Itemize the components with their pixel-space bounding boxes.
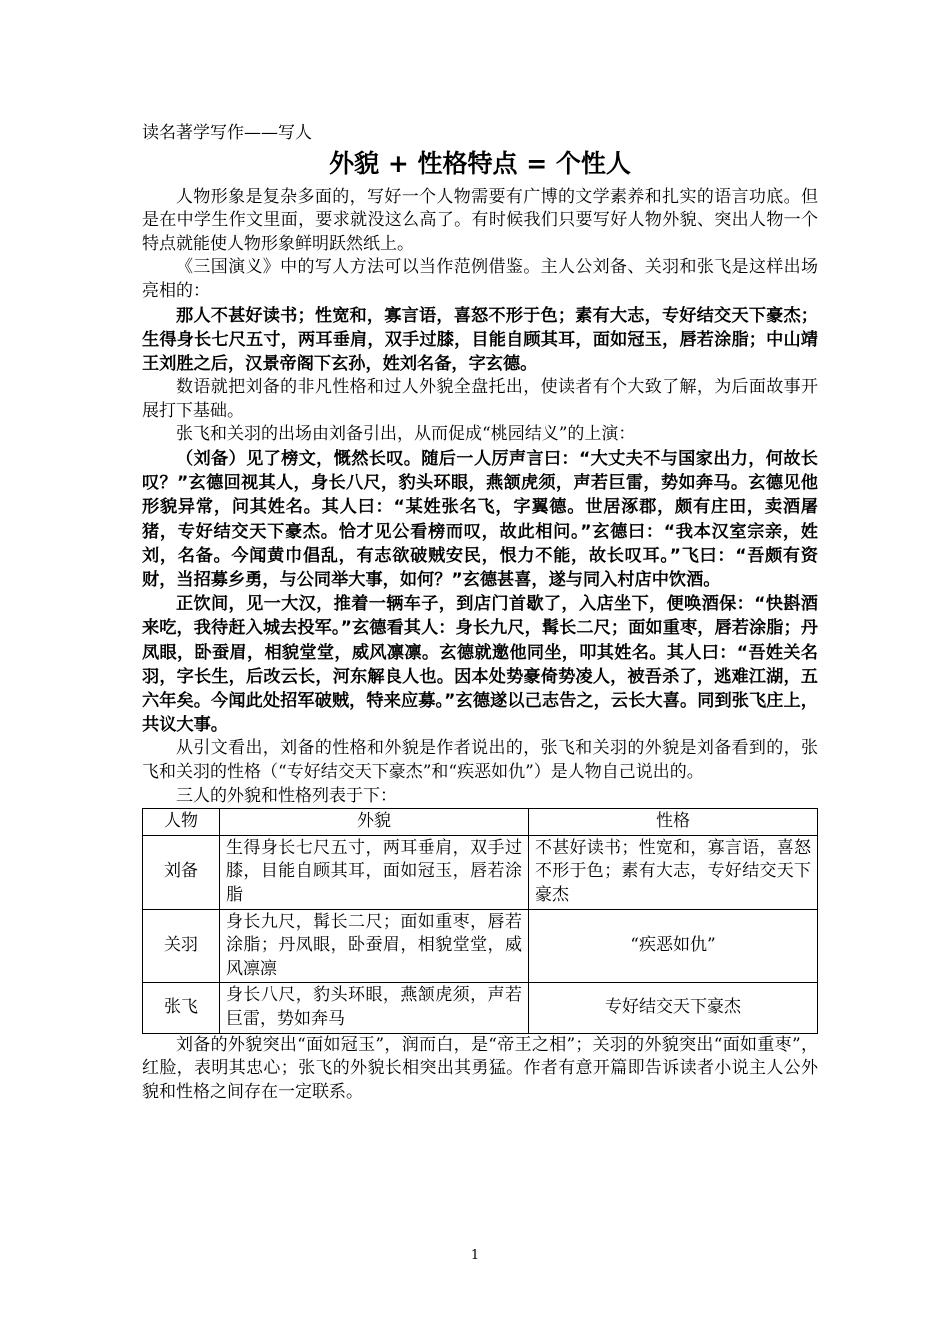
document-body [142,122,818,1104]
character-table [142,808,818,1033]
cell-person: 刘备 [143,835,220,909]
comparison-paragraph: 从引文看出，刘备的性格和外貌是作者说出的，张飞和关羽的外貌是刘备看到的，张飞和关羽的性格（“专好结交天下豪杰”和“疾恶如仇”）是人物自己说出的。 [142,738,818,782]
cell-appearance: 生得身长七尺五寸，两耳垂肩，双手过膝，目能自顾其耳，面如冠玉，唇若涂脂 [220,835,529,909]
cell-person: 张飞 [143,983,220,1033]
transition-paragraph: 张飞和关羽的出场由刘备引出，从而促成“桃园结义”的上演： [176,424,636,445]
quote-liubei: 那人不甚好读书；性宽和，寡言语，喜怒不形于色；素有大志，专好结交天下豪杰；生得身长七尺五寸，两耳垂肩，双手过膝，目能自顾其耳，面如冠玉，唇若涂脂；中山靖王刘胜之后，汉景帝阁下玄孙，姓刘名备，字玄德。 [142,305,818,374]
table-row [143,909,818,983]
header-person: 人物 [143,809,220,836]
page-title: 外貌 + 性格特点 = 个性人 [329,148,631,178]
analysis-paragraph: 数语就把刘备的非凡性格和过人外貌全盘托出，使读者有个大致了解，为后面故事开展打下基础。 [142,377,818,421]
quote-guanyu: 正饮间，见一大汉，推着一辆车子，到店门首歇了，入店坐下，便唤酒保：“快斟酒来吃，我待赶入城去投军。”玄德看其人：身长九尺，髯长二尺；面如重枣，唇若涂脂；丹凤眼，卧蚕眉，相貌堂堂，威风凛凛。玄德就邀他同坐，叩其姓名。其人曰：“吾姓关名羽，字长生，后改云长，河东解良人也。因本处势豪倚势凌人，被吾杀了，逃难江湖，五六年矣。今闻此处招军破贼，特来应募。”玄德遂以己志告之，云长大喜。同到张飞庄上，共议大事。 [142,594,818,736]
conclusion-paragraph: 刘备的外貌突出“面如冠玉”，润而白，是“帝王之相”；关羽的外貌突出“面如重枣”，红脸，表明其忠心；张飞的外貌长相突出其勇猛。作者有意开篇即告诉读者小说主人公外貌和性格之间存在一定联系。 [142,1034,818,1102]
intro-paragraph: 人物形象是复杂多面的，写好一个人物需要有广博的文学素养和扎实的语言功底。但是在中学生作文里面，要求就没这么高了。有时候我们只要写好人物外貌、突出人物一个特点就能使人物形象鲜明跃然纸上。 [142,186,818,254]
cell-appearance: 身长八尺，豹头环眼，燕颔虎须，声若巨雷，势如奔马 [220,983,529,1033]
section-heading: 读名著学写作——写人 [142,123,312,143]
example-intro-paragraph: 《三国演义》中的写人方法可以当作范例借鉴。主人公刘备、关羽和张飞是这样出场亮相的： [142,257,818,301]
table-header-row [143,809,818,836]
header-appearance: 外貌 [220,809,529,836]
table-caption: 三人的外貌和性格列表于下： [176,785,397,806]
page-number: 1 [470,1248,480,1263]
table-row [143,983,818,1033]
cell-personality: “疾恶如仇” [529,909,818,983]
cell-person: 关羽 [143,909,220,983]
cell-appearance: 身长九尺，髯长二尺；面如重枣，唇若涂脂；丹凤眼，卧蚕眉，相貌堂堂，威风凛凛 [220,909,529,983]
header-personality: 性格 [529,809,818,836]
cell-personality: 专好结交天下豪杰 [529,983,818,1033]
table-row [143,835,818,909]
quote-zhangfei: （刘备）见了榜文，慨然长叹。随后一人厉声言曰：“大丈夫不与国家出力，何故长叹？”玄德回视其人，身长八尺，豹头环眼，燕颔虎须，声若巨雷，势如奔马。玄德见他形貌异常，问其姓名。其人曰：“某姓张名飞，字翼德。世居涿郡，颇有庄田，卖酒屠猪，专好结交天下豪杰。恰才见公看榜而叹，故此相问。”玄德曰：“我本汉室宗亲，姓刘，名备。今闻黄巾倡乱，有志欲破贼安民，恨力不能，故长叹耳。”飞曰：“吾颇有资财，当招募乡勇，与公同举大事，如何？”玄德甚喜，遂与同入村店中饮酒。 [142,448,818,590]
cell-personality: 不甚好读书；性宽和，寡言语，喜怒不形于色；素有大志，专好结交天下豪杰 [529,835,818,909]
